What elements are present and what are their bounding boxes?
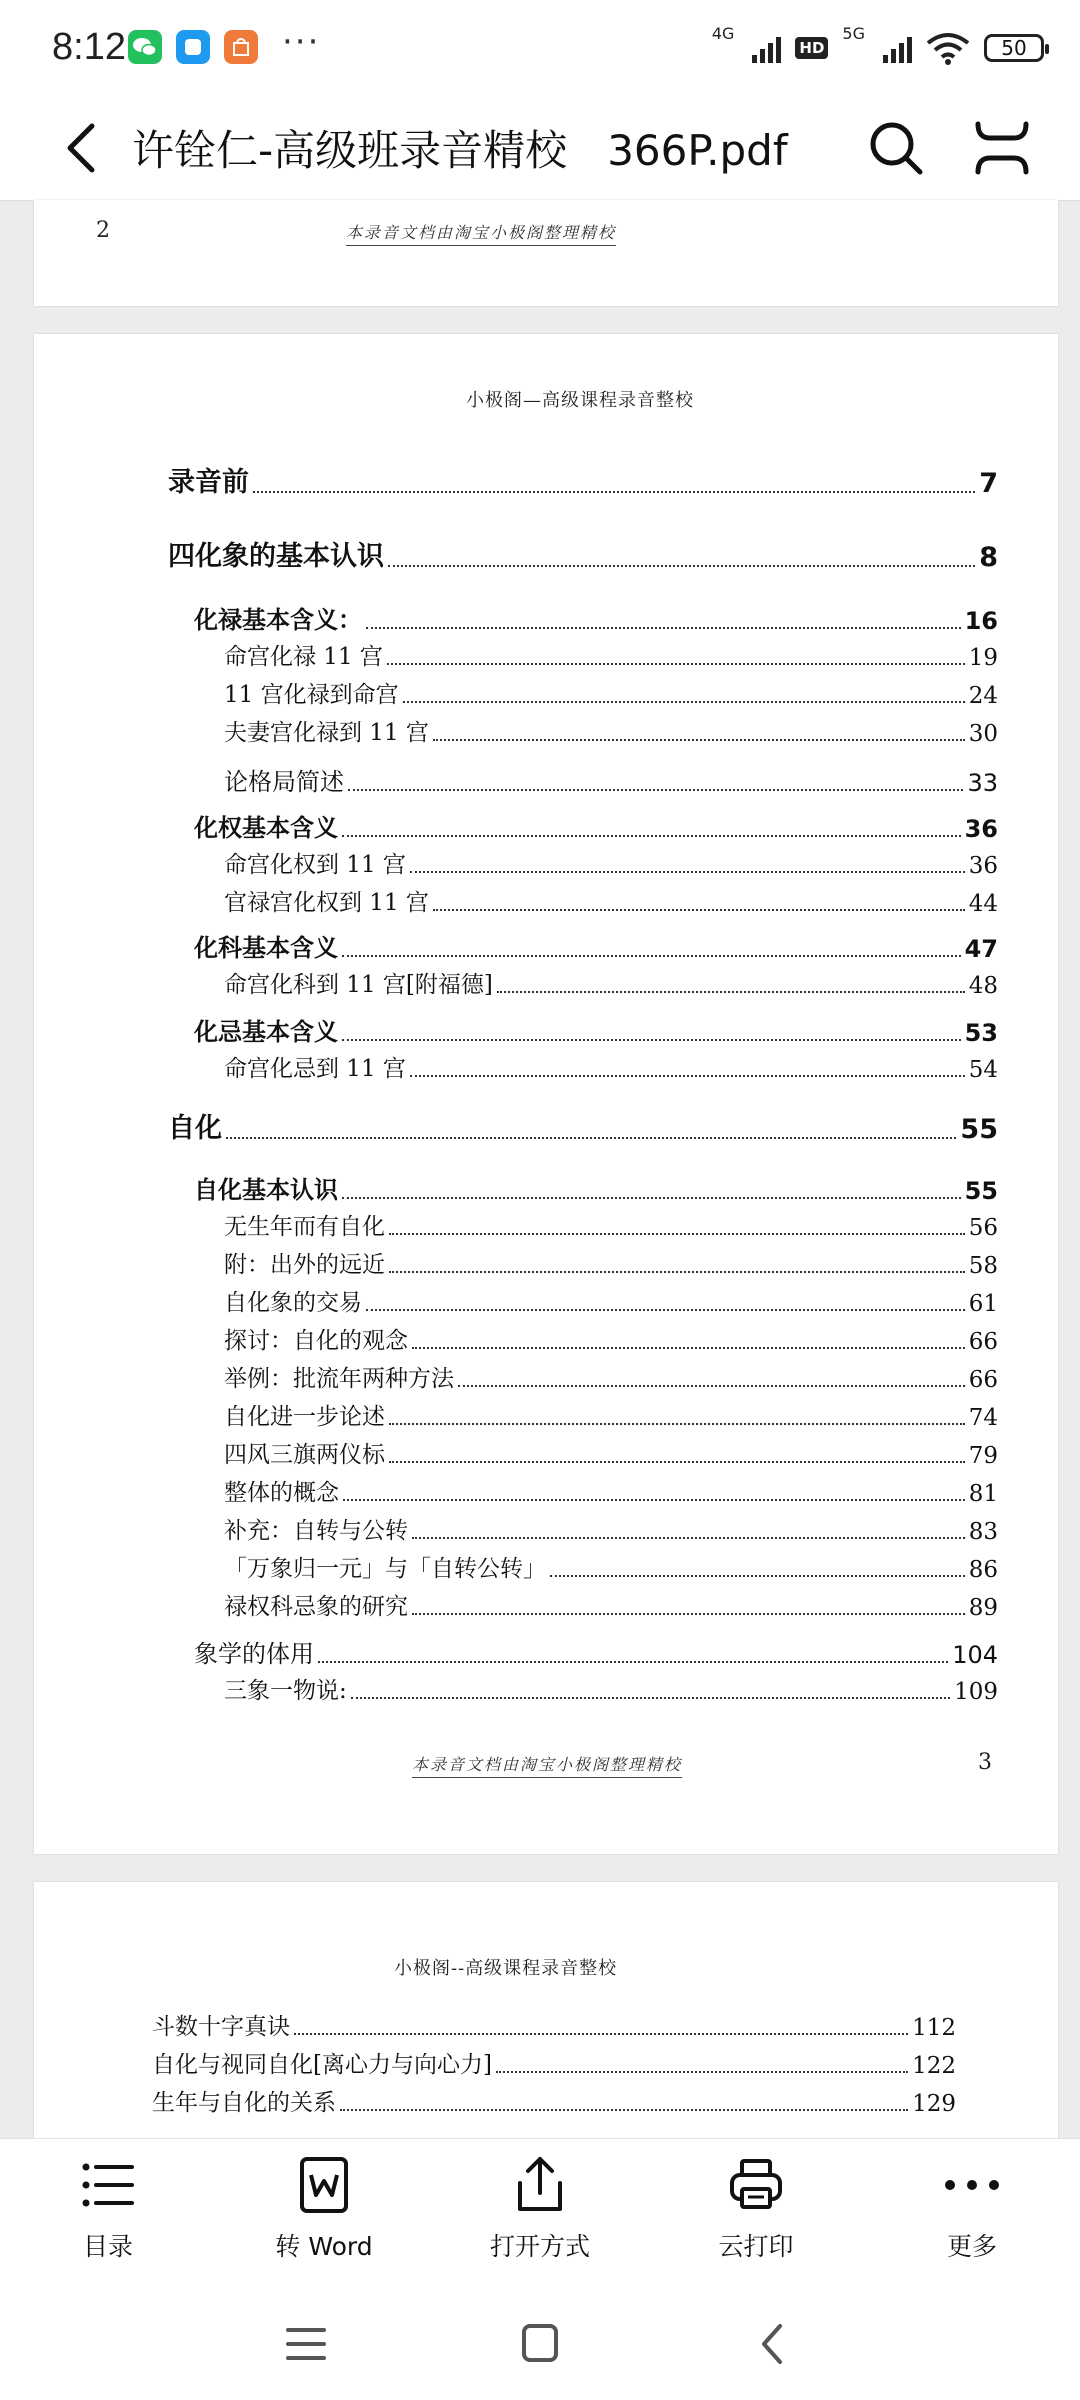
toc-entry[interactable]: 无生年而有自化 56 bbox=[224, 1214, 998, 1241]
toc-entry[interactable]: 举例：批流年两种方法 66 bbox=[224, 1366, 998, 1393]
list-icon bbox=[76, 2153, 140, 2217]
wifi-icon bbox=[926, 31, 970, 65]
toc-entry[interactable]: 整体的概念 81 bbox=[224, 1480, 998, 1507]
toc-button[interactable] bbox=[18, 2153, 198, 2283]
toc-entry[interactable]: 「万象归一元」与「自转公转」 86 bbox=[224, 1556, 998, 1583]
more-icon bbox=[940, 2153, 1004, 2217]
system-nav-bar bbox=[0, 2288, 1080, 2400]
pdf-page-2 bbox=[34, 200, 1058, 306]
signal-icon-2 bbox=[883, 33, 912, 63]
back-nav-icon[interactable] bbox=[744, 2318, 804, 2370]
open-with-label: 打开方式 bbox=[489, 2232, 590, 2261]
toc-entry[interactable]: 命宫化禄 11 宫 19 bbox=[224, 644, 998, 671]
toc-entry[interactable]: 禄权科忌象的研究 89 bbox=[224, 1594, 998, 1621]
hd-badge: HD bbox=[795, 37, 828, 59]
status-bar bbox=[0, 0, 1080, 96]
toc-entry[interactable]: 命宫化权到 11 宫 36 bbox=[224, 852, 998, 879]
toc-entry[interactable]: 自化基本认识 55 bbox=[194, 1176, 998, 1205]
toc-entry[interactable]: 论格局简述 33 bbox=[224, 768, 998, 797]
page-footer-note: 本录音文档由淘宝小极阁整理精校 bbox=[346, 220, 616, 246]
more-dots-icon: ··· bbox=[282, 22, 321, 62]
status-time: 8:12 bbox=[52, 26, 126, 68]
toc-entry[interactable]: 自化象的交易 61 bbox=[224, 1290, 998, 1317]
toc-entry[interactable]: 象学的体用 104 bbox=[194, 1640, 998, 1669]
toc-entry[interactable]: 命宫化科到 11 宫[附福德] 48 bbox=[224, 972, 998, 999]
toc-entry[interactable]: 生年与自化的关系 129 bbox=[152, 2090, 956, 2117]
toc-entry[interactable]: 化权基本含义 36 bbox=[194, 814, 998, 843]
toc-entry[interactable]: 录音前 7 bbox=[168, 467, 998, 499]
toc-entry[interactable]: 附：出外的远近 58 bbox=[224, 1252, 998, 1279]
cloud-print-button[interactable] bbox=[666, 2153, 846, 2283]
toc-entry[interactable]: 夫妻宫化禄到 11 宫 30 bbox=[224, 720, 998, 747]
toc-entry[interactable]: 化科基本含义 47 bbox=[194, 934, 998, 963]
toc-entry[interactable]: 探讨：自化的观念 66 bbox=[224, 1328, 998, 1355]
reading-mode-icon[interactable] bbox=[970, 116, 1034, 180]
app-header bbox=[0, 96, 1080, 201]
convert-word-button[interactable] bbox=[234, 2153, 414, 2283]
toc-entry[interactable]: 四风三旗两仪标 79 bbox=[224, 1442, 998, 1469]
battery-indicator bbox=[984, 34, 1044, 62]
app-orange-icon bbox=[224, 30, 258, 64]
home-nav-icon[interactable] bbox=[510, 2318, 570, 2370]
toc-entry[interactable]: 自化与视同自化[离心力与向心力] 122 bbox=[152, 2052, 956, 2079]
network-label-5g: 5G bbox=[842, 24, 865, 43]
page-header-note: 小极阁—高级课程录音整校 bbox=[466, 390, 694, 411]
back-chevron-icon[interactable] bbox=[52, 116, 116, 180]
more-label: 更多 bbox=[946, 2232, 997, 2261]
toc-entry[interactable]: 化禄基本含义： 16 bbox=[194, 606, 998, 635]
battery-level: 50 bbox=[1001, 36, 1027, 60]
toc-entry[interactable]: 11 宫化禄到命宫 24 bbox=[224, 682, 998, 709]
toc-entry[interactable]: 三象一物说: 109 bbox=[224, 1678, 998, 1705]
open-with-button[interactable] bbox=[450, 2153, 630, 2283]
network-label-4g: 4G bbox=[711, 24, 735, 43]
toc-entry[interactable]: 斗数十字真诀 112 bbox=[152, 2014, 956, 2041]
page-number: 3 bbox=[978, 1750, 992, 1775]
toc-entry[interactable]: 化忌基本含义 53 bbox=[194, 1018, 998, 1047]
wechat-icon bbox=[128, 30, 162, 64]
toc-entry[interactable]: 官禄宫化权到 11 宫 44 bbox=[224, 890, 998, 917]
toc-entry[interactable]: 自化 55 bbox=[168, 1113, 998, 1145]
menu-nav-icon[interactable] bbox=[276, 2318, 336, 2370]
document-title: 许铨仁-高级班录音精校 366P.pdf bbox=[132, 126, 788, 175]
toc-entry[interactable]: 自化进一步论述 74 bbox=[224, 1404, 998, 1431]
page-footer-note: 本录音文档由淘宝小极阁整理精校 bbox=[412, 1752, 682, 1778]
convert-word-label: 转 Word bbox=[275, 2232, 373, 2261]
signal-icon-1 bbox=[752, 33, 781, 63]
printer-icon bbox=[724, 2153, 788, 2217]
toc-entry[interactable]: 四化象的基本认识 8 bbox=[168, 541, 998, 573]
search-icon[interactable] bbox=[864, 116, 928, 180]
page-number: 2 bbox=[96, 218, 110, 243]
toc-entry[interactable]: 补充：自转与公转 83 bbox=[224, 1518, 998, 1545]
pdf-page-3 bbox=[34, 334, 1058, 1854]
toc-button-label: 目录 bbox=[82, 2232, 133, 2261]
app-blue-icon bbox=[176, 30, 210, 64]
word-convert-icon bbox=[292, 2153, 356, 2217]
share-icon bbox=[508, 2153, 572, 2217]
toc-entry[interactable]: 命宫化忌到 11 宫 54 bbox=[224, 1056, 998, 1083]
bottom-toolbar bbox=[0, 2138, 1080, 2289]
more-button[interactable] bbox=[882, 2153, 1062, 2283]
pdf-page-4 bbox=[34, 1882, 1058, 2142]
cloud-print-label: 云打印 bbox=[718, 2232, 794, 2261]
page-header-note: 小极阁--高级课程录音整校 bbox=[394, 1958, 618, 1979]
